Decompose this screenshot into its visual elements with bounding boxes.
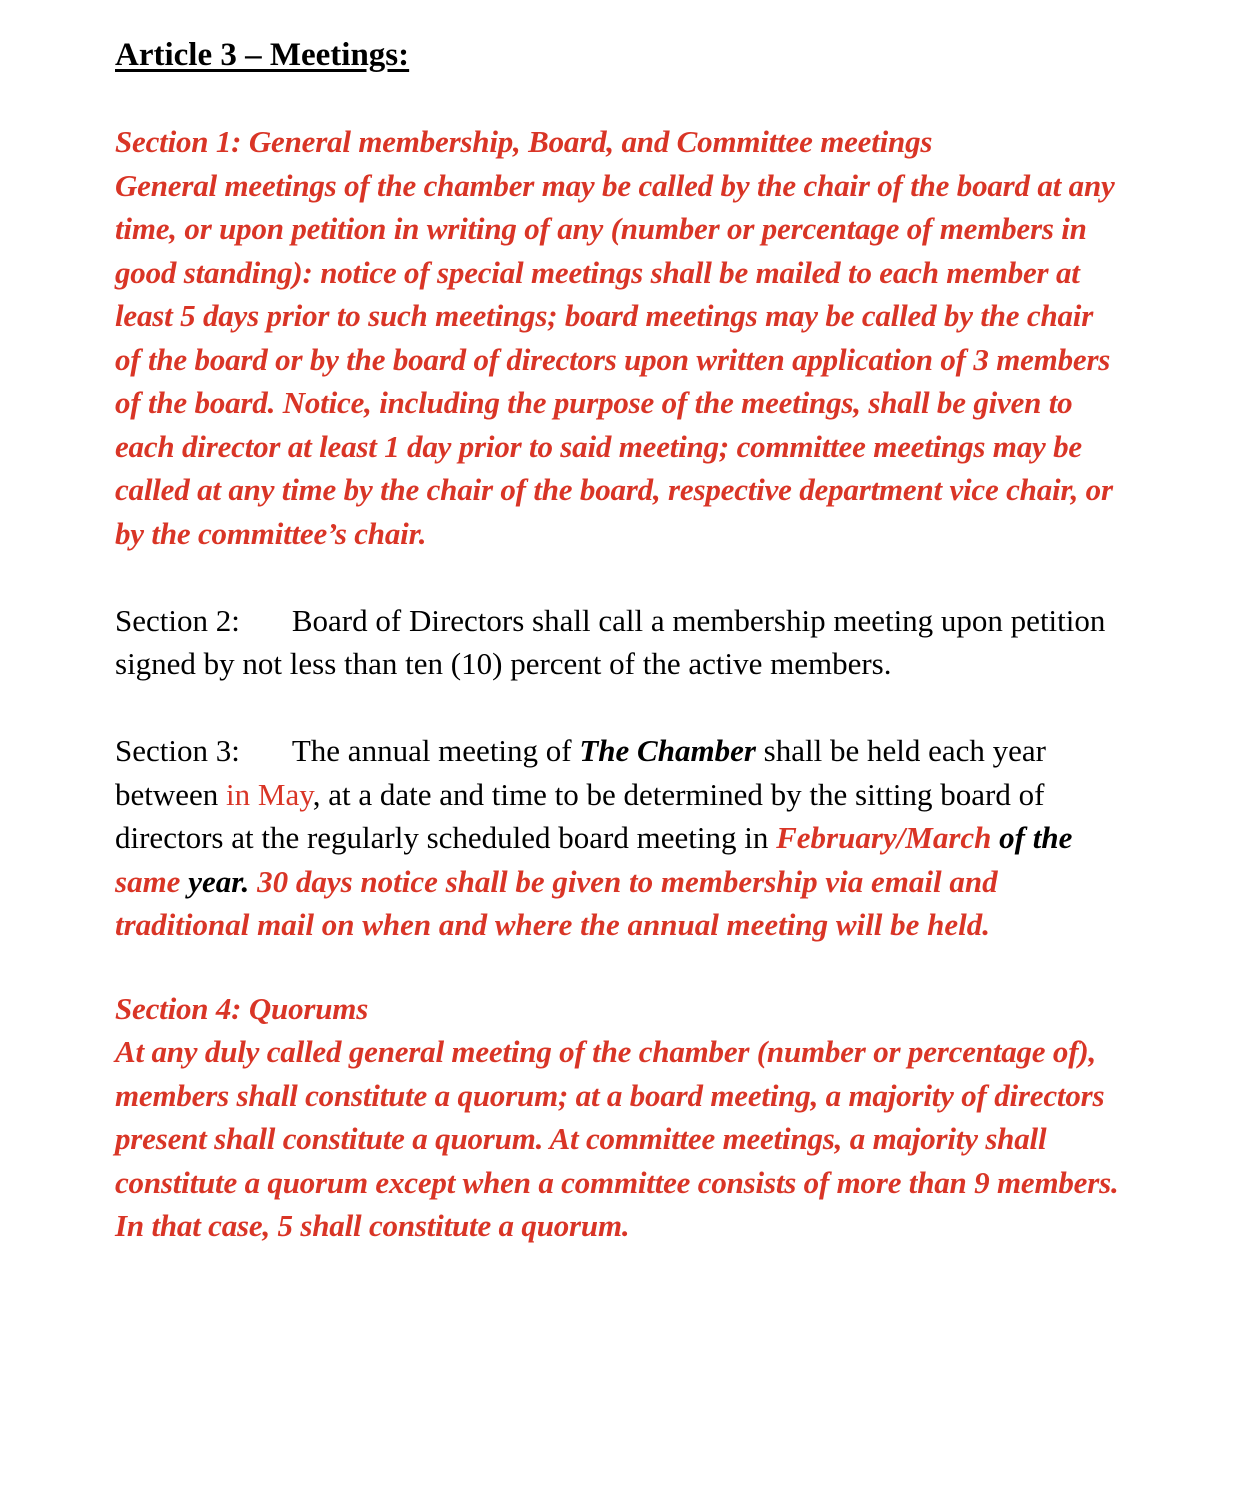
- section-3-run-1: The annual meeting of: [291, 733, 580, 769]
- spacer: [115, 686, 1125, 730]
- section-4-body: At any duly called general meeting of the chamber (number or percentage of), members shall constitute a quorum; at a board meeting, a majority of directors present shall constitute a quorum. At committee meetings, a majority shall constitute a quorum except when a committee consists of more than 9 members. In that case, 5 shall constitute a quorum.: [115, 1034, 1119, 1244]
- section-3-run-3: shall be held each year between: [115, 733, 1046, 812]
- spacer: [115, 555, 1125, 599]
- section-1-body: General meetings of the chamber may be called by the chair of the board at any time, or upon petition in writing of any (number or percentage of members in good standing): notice of special meetings shall be mailed to each member at least 5 days prior to such meetings; board meetings may be called by the chair of the board or by the board of directors upon written application of 3 members of the board. Notice, including the purpose of the meetings, shall be given to each director at least 1 day prior to said meeting; committee meetings may be called at any time by the chair of the board, respective department vice chair, or by the committee’s chair.: [115, 167, 1115, 551]
- spacer: [115, 77, 1125, 121]
- section-2-label: Section 2:: [115, 602, 240, 638]
- section-3-run-5: , at a date and time to be determined by the sitting board of directors at the regularly scheduled board meeting in: [115, 776, 1045, 856]
- section-2-body: Board of Directors shall call a membership meeting upon petition signed by not less than ten (10) percent of the active members.: [115, 602, 1106, 682]
- section-3-run-chamber: The Chamber: [579, 733, 756, 769]
- section-3-block: [115, 729, 1125, 947]
- section-1-heading: Section 1: General membership, Board, and Committee meetings: [115, 124, 933, 160]
- section-2-block: [115, 599, 1125, 686]
- page-title: Article 3 – Meetings:: [115, 37, 410, 73]
- section-3-label: Section 3:: [115, 733, 240, 769]
- section-3-run-of-the: of the: [991, 820, 1073, 856]
- section-3-run-notice: 30 days notice shall be given to membership via email and traditional mail on when and where the annual meeting will be held.: [115, 863, 998, 943]
- section-3-run-in-may: in May: [226, 776, 313, 812]
- section-3-run-february-march: February/March: [776, 820, 992, 856]
- section-3-run-year: year.: [180, 863, 250, 899]
- section-4-block: [115, 987, 1125, 1248]
- section-1-block: [115, 120, 1125, 555]
- section-4-heading: Section 4: Quorums: [115, 990, 369, 1026]
- spacer: [115, 947, 1125, 987]
- document-content: [115, 34, 1125, 1248]
- section-3-run-same: same: [115, 863, 181, 899]
